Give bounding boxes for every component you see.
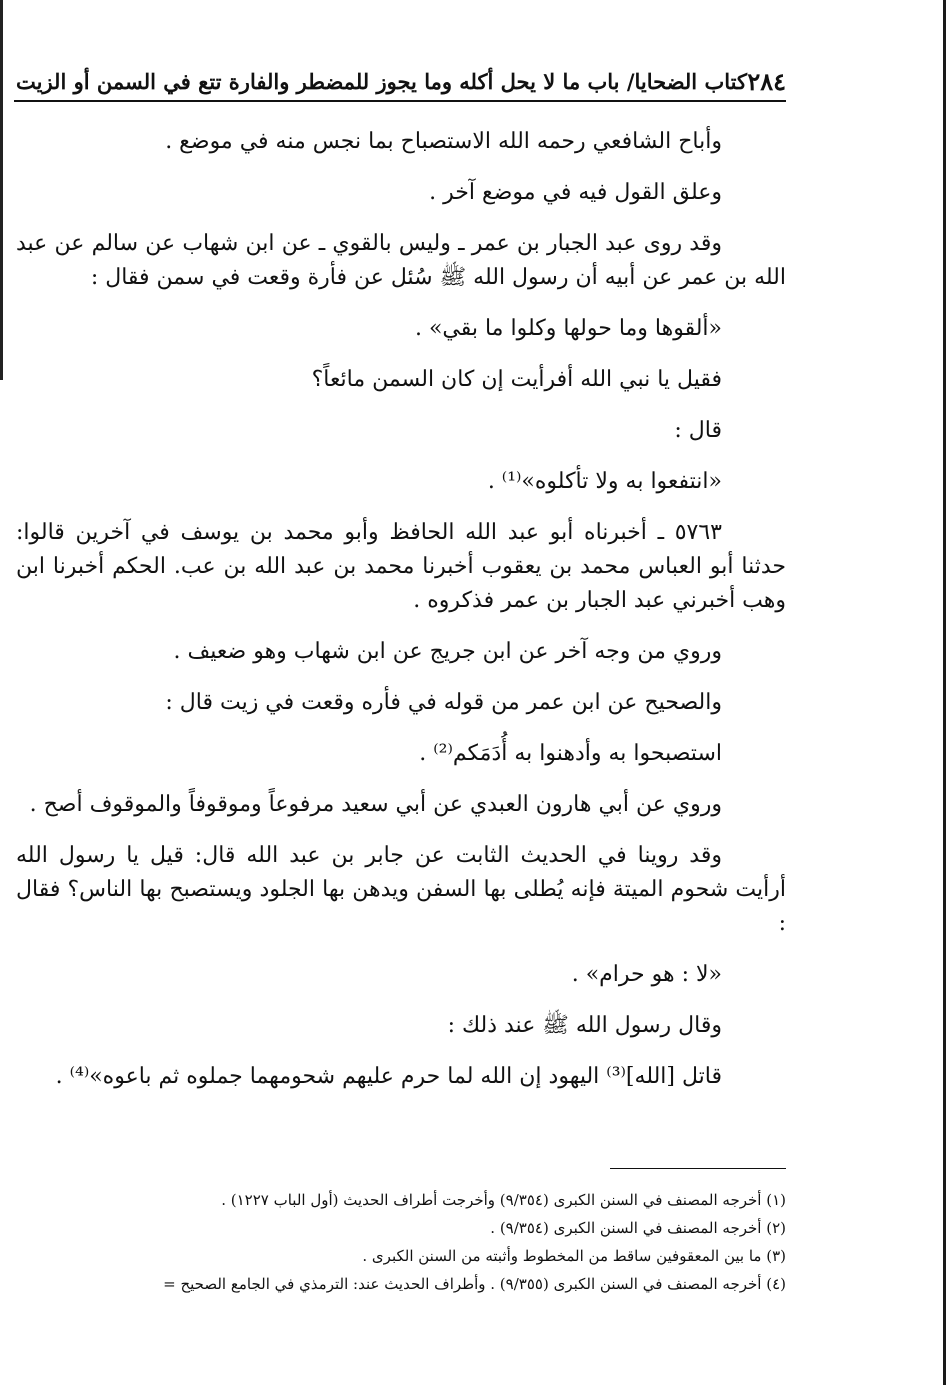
footnote: (٤) أخرجه المصنف في السنن الكبرى (٩/٣٥٥) . وأطراف الحديث عند: الترمذي في الجامع الصحيح = xyxy=(163,1275,786,1293)
paragraph: وأباح الشافعي رحمه الله الاستصباح بما نجس منه في موضع . xyxy=(165,129,722,154)
footnote-rule xyxy=(610,1168,786,1169)
page-number: ٢٨٤ xyxy=(747,66,786,96)
main-text xyxy=(16,125,786,1111)
paragraph: «انتفعوا به ولا تأكلوه»⁽¹⁾ . xyxy=(487,469,722,494)
paragraph: وروي عن أبي هارون العبدي عن أبي سعيد مرفوعاً وموقوفاً والموقوف أصح . xyxy=(29,792,722,817)
paragraph: وعلق القول فيه في موضع آخر . xyxy=(429,180,722,205)
footnotes xyxy=(8,1186,786,1298)
scan-left-edge xyxy=(0,0,3,380)
paragraph: قاتل [الله]⁽³⁾ اليهود إن الله لما حرم عليهم شحومهما جملوه ثم باعوه»⁽⁴⁾ . xyxy=(55,1064,722,1089)
paragraph: وقال رسول الله ﷺ عند ذلك : xyxy=(447,1013,722,1038)
paragraph: «ألقوها وما حولها وكلوا ما بقي» . xyxy=(414,316,722,341)
paragraph: «لا : هو حرام» . xyxy=(571,962,722,987)
paragraph: وقد روينا في الحديث الثابت عن جابر بن عبد الله قال: قيل يا رسول الله أرأيت شحوم الميتة فإنه يُطلى بها السفن ويدهن بها الجلود ويستصبح بها الناس؟ فقال : xyxy=(16,843,786,936)
running-title: كتاب الضحايا/ باب ما لا يحل أكله وما يجوز للمضطر والفارة تتع في السمن أو الزيت xyxy=(16,68,747,94)
footnote: (١) أخرجه المصنف في السنن الكبرى (٩/٣٥٤) وأخرجت أطراف الحديث (أول الباب ١٢٢٧) . xyxy=(221,1191,786,1209)
paragraph: فقيل يا نبي الله أفرأيت إن كان السمن مائعاً؟ xyxy=(311,367,722,392)
paragraph: قال : xyxy=(674,418,722,443)
paragraph: والصحيح عن ابن عمر من قوله في فأره وقعت في زيت قال : xyxy=(165,690,722,715)
paragraph: وقد روى عبد الجبار بن عمر ـ وليس بالقوي ـ عن ابن شهاب عن سالم عن عبد الله بن عمر عن أبيه أن رسول الله ﷺ سُئل عن فأرة وقعت في سمن فقال : xyxy=(16,231,786,290)
page-header xyxy=(16,62,786,100)
footnote: (٣) ما بين المعقوفين ساقط من المخطوط وأثبته من السنن الكبرى . xyxy=(362,1247,786,1265)
paragraph: استصبحوا به وأدهنوا به أُدَمَكم⁽²⁾ . xyxy=(419,741,722,766)
header-rule xyxy=(14,100,786,102)
paragraph: وروي من وجه آخر عن ابن جريج عن ابن شهاب وهو ضعيف . xyxy=(173,639,722,664)
hadith-numbered-paragraph: ٥٧٦٣ ـ أخبرناه أبو عبد الله الحافظ وأبو محمد بن يوسف في آخرين قالوا: حدثنا أبو العباس محمد بن يعقوب أخبرنا محمد بن عبد الله بن عب. الحكم أخبرنا ابن وهب أخبرني عبد الجبار بن عمر فذكروه . xyxy=(16,520,786,613)
footnote: (٢) أخرجه المصنف في السنن الكبرى (٩/٣٥٤) . xyxy=(490,1219,786,1237)
